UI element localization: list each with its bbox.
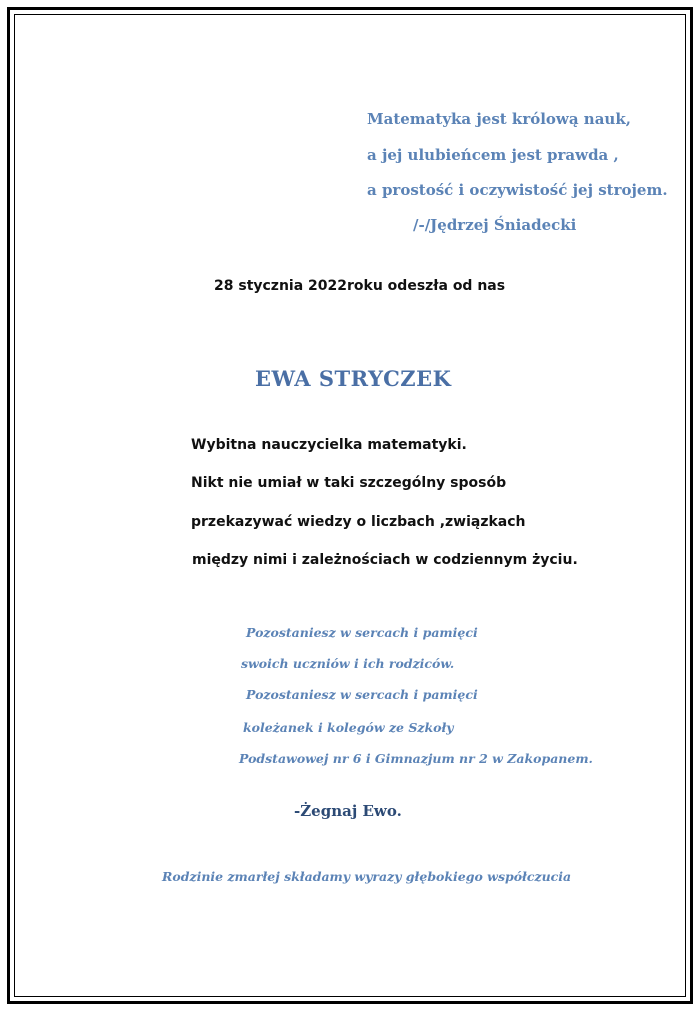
announcement: 28 stycznia 2022roku odeszła od nas — [214, 278, 506, 294]
remembrance-line-4: koleżanek i kolegów ze Szkoły — [243, 720, 454, 735]
tribute-line-2: Nikt nie umiał w taki szczególny sposób — [191, 475, 507, 491]
remembrance-line-5: Podstawowej nr 6 i Gimnazjum nr 2 w Zakopanem. — [239, 751, 593, 766]
remembrance-line-1: Pozostaniesz w sercach i pamięci — [246, 625, 478, 640]
motto-line-2: a jej ulubieńcem jest prawda , — [367, 146, 619, 164]
motto-author: /-/Jędrzej Śniadecki — [413, 216, 577, 234]
tribute-line-3: przekazywać wiedzy o liczbach ,związkach — [191, 514, 526, 530]
remembrance-line-2: swoich uczniów i ich rodziców. — [241, 656, 455, 671]
deceased-name: EWA STRYCZEK — [255, 366, 452, 391]
condolences: Rodzinie zmarłej składamy wyrazy głębokiego współczucia — [162, 869, 572, 884]
tribute-line-4: między nimi i zależnościach w codziennym życiu. — [192, 552, 578, 568]
farewell: -Żegnaj Ewo. — [294, 802, 402, 820]
motto-line-3: a prostość i oczywistość jej strojem. — [367, 181, 668, 199]
motto-line-1: Matematyka jest królową nauk, — [367, 110, 631, 128]
remembrance-line-3: Pozostaniesz w sercach i pamięci — [246, 687, 478, 702]
tribute-line-1: Wybitna nauczycielka matematyki. — [191, 437, 467, 453]
